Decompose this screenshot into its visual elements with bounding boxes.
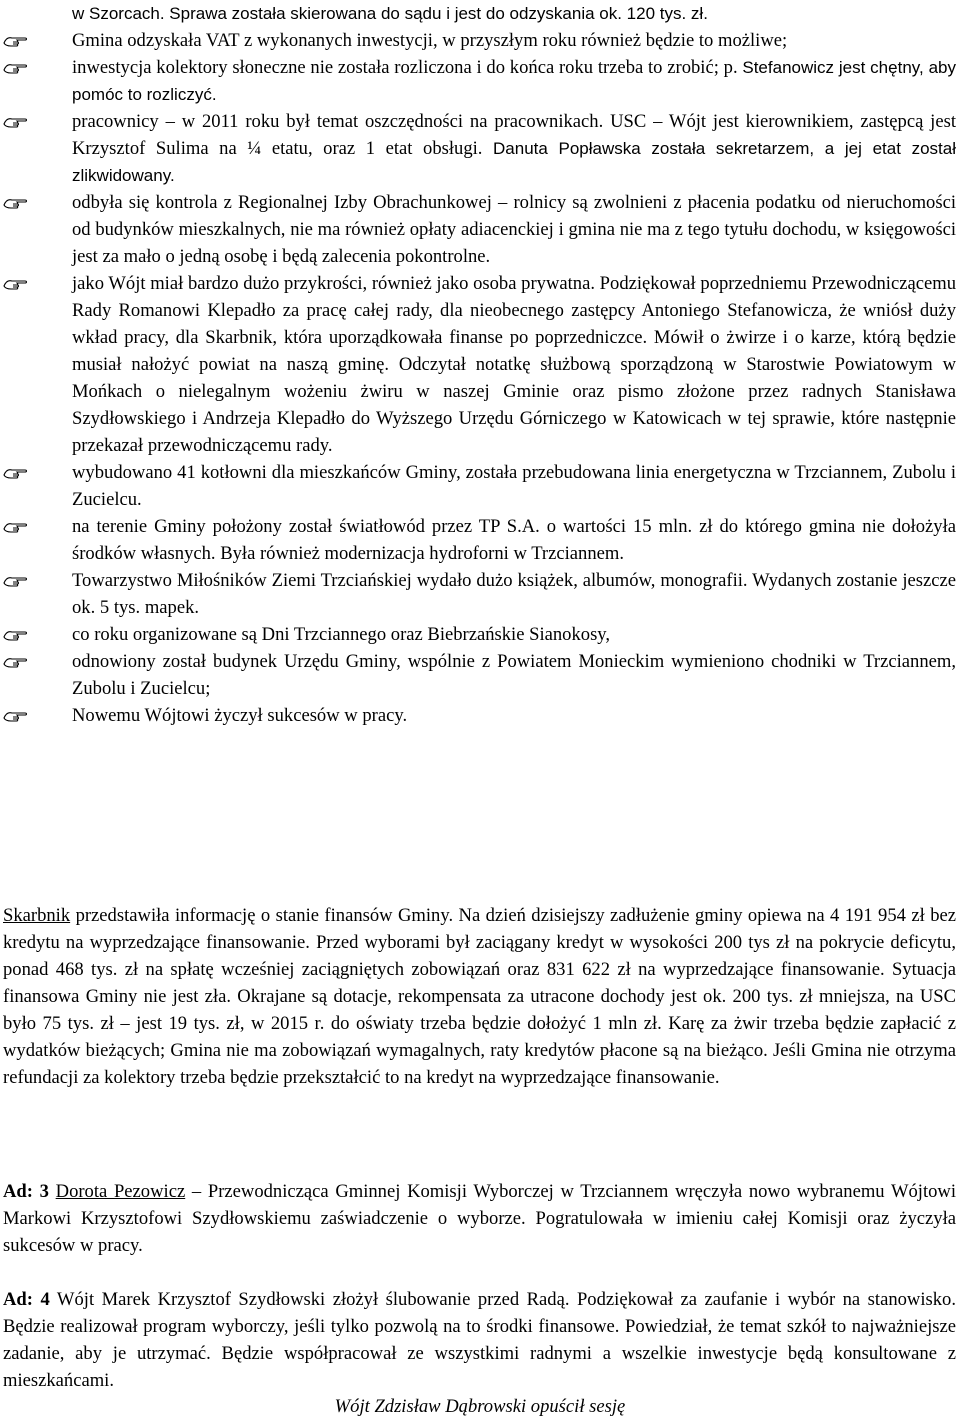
intro-line: w Szorcach. Sprawa została skierowana do sądu i jest do odzyskania ok. 120 tys. zł.: [72, 4, 708, 23]
list-item-text-run: Gmina odzyskała VAT z wykonanych inwestycji, w przyszłym roku również będzie to możliwe;: [72, 30, 788, 51]
list-item-text-run: pracownicy – w 2011 roku był temat oszczędności na pracownikach. USC – Wójt jest kierownikiem, zastępcą jest Krzysztof Sulima na ¼ etatu, oraz 1 etat obsługi.: [72, 111, 956, 159]
list-item-text-run: Danuta Popławska została sekretarzem, a jej etat został zlikwidowany.: [72, 139, 956, 185]
list-item: [0, 702, 956, 729]
ad4-label: Ad: 4: [3, 1289, 50, 1310]
list-item: [0, 459, 956, 513]
hand-pointing-icon: [3, 513, 33, 540]
hand-pointing-icon: [3, 459, 33, 486]
list-item: [0, 621, 956, 648]
list-item: [0, 189, 956, 270]
list-item-text-run: wybudowano 41 kotłowni dla mieszkańców Gminy, została przebudowana linia energetyczna w Trzciannem, Zubolu i Zucielcu.: [72, 462, 956, 510]
list-item-text: [72, 648, 956, 702]
ad4-paragraph: [3, 1286, 956, 1394]
hand-pointing-icon: [3, 648, 33, 675]
list-item-text-run: odbyła się kontrola z Regionalnej Izby Obrachunkowej – rolnicy są zwolnieni z płacenia podatku od nieruchomości od budynków mieszkalnych, nie ma również opłaty adiacenckiej i gmina nie ma z tego tytułu dochodu, w księgowości jest za mało o jedną osobę i będą zalecenia pokontrolne.: [72, 192, 956, 267]
hand-pointing-icon: [3, 27, 33, 54]
list-item-text-run: jako Wójt miał bardzo dużo przykrości, również jako osoba prywatna. Podziękował poprzedniemu Przewodniczącemu Rady Romanowi Klepadło za pracę całej rady, dla nieobecnego zastępcy Antoniego Stefanowicza, że wniósł duży wkład pracy, dla Skarbnik, która uporządkowała finanse po poprzedniczce. Mówił o żwirze i o karze, którą będzie musiał nałożyć powiat na naszą gminę. Odczytał notatkę służbową sporządzoną w Starostwie Powiatowym w Mońkach o nielegalnym wożeniu żwiru w naszej Gminie oraz pismo złożone przez radnych Stanisława Szydłowskiego i Andrzeja Klepadło do Wyższego Urzędu Górniczego w Katowicach w tej sprawie, które następnie przekazał przewodniczącemu rady.: [72, 273, 956, 456]
list-item-text-run: inwestycja kolektory słoneczne nie została rozliczona i do końca roku trzeba to zrobić; p.: [72, 57, 743, 78]
hand-pointing-icon: [3, 621, 33, 648]
hand-pointing-icon: [3, 189, 33, 216]
ad3-text: – Przewodnicząca Gminnej Komisji Wyborczej w Trzciannem wręczyła nowo wybranemu Wójtowi Markowi Krzysztofowi Szydłowskiemu zaświadczenie o wyborze. Pogratulowała w imieniu całej Komisji oraz życzyła sukcesów w pracy.: [3, 1181, 957, 1256]
list-item-text: [72, 27, 956, 54]
skarbnik-label: Skarbnik: [3, 905, 71, 926]
ad3-paragraph: [3, 1178, 956, 1259]
list-item-text-run: Stefanowicz jest chętny, aby pomóc to rozliczyć.: [72, 58, 956, 104]
hand-pointing-icon: [3, 108, 33, 135]
list-item-text: [72, 189, 956, 270]
closing-line: Wójt Zdzisław Dąbrowski opuścił sesję: [334, 1396, 626, 1417]
list-item: [0, 270, 956, 459]
list-item-text-run: na terenie Gminy położony został światłowód przez TP S.A. o wartości 15 mln. zł do którego gmina nie dołożyła środków własnych. Była również modernizacja hydroforni w Trzciannem.: [72, 516, 956, 564]
list-item-text: [72, 702, 956, 729]
list-item-text: [72, 54, 956, 108]
list-item-text-run: Towarzystwo Miłośników Ziemi Trzciańskiej wydało dużo książek, albumów, monografii. Wydanych zostanie jeszcze ok. 5 tys. mapek.: [72, 570, 956, 618]
list-item-text: [72, 513, 956, 567]
skarbnik-text: przedstawiła informację o stanie finansów Gminy. Na dzień dzisiejszy zadłużenie gminy opiewa na 4 191 954 zł bez kredytu na wyprzedzające finansowanie. Przed wyborami był zaciągany kredyt w wysokości 200 tys zł na pokrycie deficytu, ponad 468 tys. zł na spłatę wcześniej zaciągniętych zobowiązań oraz 831 622 zł na wyprzedzające finansowanie. Sytuacja finansowa Gminy nie jest zła. Okrajane są dotacje, rekompensata za utracone dochody jest ok. 200 tys. zł mniejsza, na USC było 75 tys. zł – jest 19 tys. zł, w 2015 r. do oświaty trzeba będzie dołożyć 1 mln zł. Karę za żwir trzeba będzie zapłacić z wydatków bieżących; Gmina nie ma zobowiązań wymagalnych, raty kredytów płacone są na bieżąco. Jeśli Gmina nie otrzyma refundacji za kolektory trzeba będzie przekształcić to na kredyt na wyprzedzające finansowanie.: [3, 905, 956, 1088]
list-item-text: [72, 270, 956, 459]
hand-pointing-icon: [3, 270, 33, 297]
list-item: [0, 108, 956, 189]
skarbnik-paragraph: [3, 902, 956, 1091]
ad3-name: Dorota Pezowicz: [55, 1181, 186, 1202]
ad4-text: Wójt Marek Krzysztof Szydłowski złożył ślubowanie przed Radą. Podziękował za zaufanie i wybór na stanowisko. Będzie realizował program wyborczy, jeśli tylko pozwolą na to środki finansowe. Powiedział, że temat szkół to najważniejsze zadanie, aby je utrzymać. Będzie współpracował ze wszystkimi radnymi a wszelkie inwestycje będą konsultowane z mieszkańcami.: [3, 1289, 957, 1391]
bullet-list: [0, 27, 956, 729]
ad3-label: Ad: 3: [3, 1181, 49, 1202]
list-item-text: [72, 621, 956, 648]
list-item: [0, 513, 956, 567]
list-item-text: [72, 459, 956, 513]
hand-pointing-icon: [3, 702, 33, 729]
list-item: [0, 27, 956, 54]
list-item-text-run: co roku organizowane są Dni Trzciannego oraz Biebrzańskie Sianokosy,: [72, 624, 611, 645]
list-item-text-run: Nowemu Wójtowi życzył sukcesów w pracy.: [72, 705, 408, 726]
list-item: [0, 648, 956, 702]
list-item-text-run: odnowiony został budynek Urzędu Gminy, wspólnie z Powiatem Monieckim wymieniono chodniki w Trzciannem, Zubolu i Zucielcu;: [72, 651, 956, 699]
hand-pointing-icon: [3, 54, 33, 81]
list-item: [0, 54, 956, 108]
list-item-text: [72, 567, 956, 621]
list-item: [0, 567, 956, 621]
list-item-text: [72, 108, 956, 189]
hand-pointing-icon: [3, 567, 33, 594]
